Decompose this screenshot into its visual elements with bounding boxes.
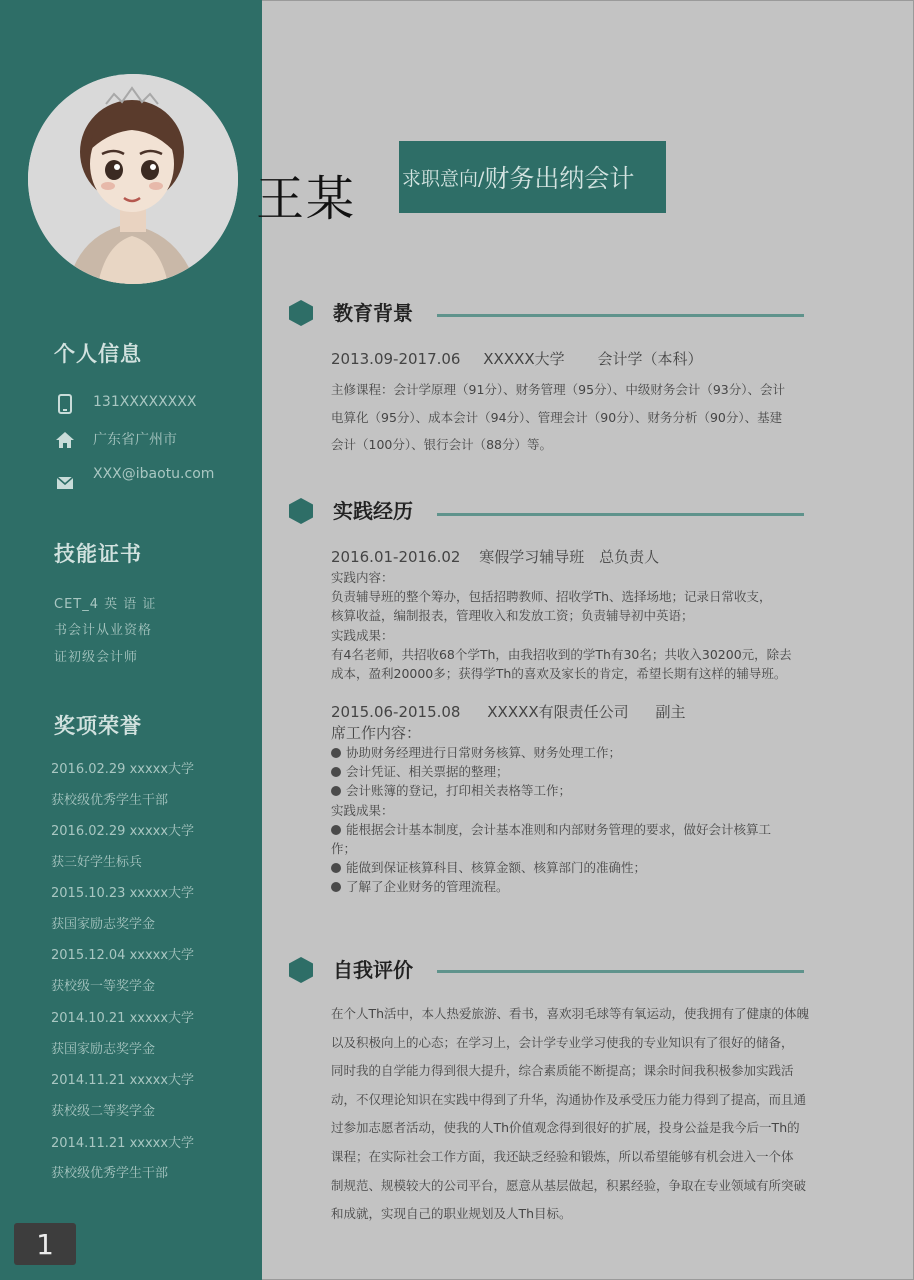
location-row: [54, 429, 76, 451]
detail-text: 能做到保证核算科目、核算金额、核算部门的准确性；: [346, 860, 647, 876]
detail-text: 了解了企业财务的管理流程。: [346, 879, 509, 895]
section-divider: [437, 513, 804, 516]
job-intention-title: 财务出纳会计: [484, 164, 635, 193]
job2-role: 副主: [655, 703, 686, 721]
detail-line: 实践内容：: [331, 570, 394, 585]
hexagon-icon: [289, 957, 313, 983]
bullet-dot: [331, 882, 341, 892]
job1-period: 2016.01-2016.02: [331, 548, 461, 566]
hexagon-icon: [289, 300, 313, 326]
job2-summary: [331, 701, 685, 722]
eval-line: 动，不仅理论知识在实践中得到了升华，沟通协作及承受压力能力得到了提高，而且通: [331, 1091, 807, 1107]
phone-icon: [54, 393, 76, 415]
award-date: 2014.11.21 xxxxx大学: [51, 1073, 195, 1088]
job2-org: XXXXX有限责任公司: [487, 703, 629, 721]
award-title: 获校级优秀学生干部: [51, 1166, 169, 1181]
envelope-icon: [54, 472, 76, 494]
bullet-dot: [331, 748, 341, 758]
detail-text: 能根据会计基本制度，会计基本准则和内部财务管理的要求，做好会计核算工: [346, 821, 772, 837]
detail-bullet: [331, 743, 771, 762]
award-date: 2014.11.21 xxxxx大学: [51, 1136, 195, 1151]
education-major: 会计学（本科）: [597, 350, 703, 368]
award-title: 获校级一等奖学金: [51, 979, 156, 994]
email-text: XXX@ibaotu.com: [93, 466, 215, 482]
detail-bullet: [331, 762, 771, 781]
education-period: 2013.09-2017.06: [331, 350, 461, 368]
bullet-dot: [331, 825, 341, 835]
award-title: 获校级优秀学生干部: [51, 793, 169, 808]
award-title: 获三好学生标兵: [51, 855, 143, 870]
eval-line: 在个人Th活中，本人热爱旅游、看书，喜欢羽毛球等有氧运动，使我拥有了健康的体魄: [331, 1006, 810, 1021]
self-eval-text: [331, 1000, 809, 1229]
detail-bullet: [331, 858, 771, 877]
cert-item: CET_4 英 语 证: [54, 597, 157, 612]
course-line: 电算化（95分）、成本会计（94分）、管理会计（90分）、财务分析（90分）、基建: [331, 409, 783, 425]
eval-line: 同时我的自学能力得到很大提升，综合素质能不断提高；课余时间我积极参加实践活: [331, 1063, 794, 1079]
course-line: 会计（100分）、银行会计（88分）等。: [331, 437, 553, 452]
award-date: 2016.02.29 xxxxx大学: [51, 824, 195, 839]
education-school: XXXXX大学: [483, 350, 565, 368]
avatar: [28, 74, 238, 284]
section-divider: [437, 314, 804, 317]
education-courses: [331, 376, 785, 459]
job1-details: [331, 568, 792, 683]
applicant-name: 王某: [256, 171, 357, 227]
award-date: 2015.12.04 xxxxx大学: [51, 948, 195, 963]
phone-row: [54, 393, 76, 415]
job-intention-banner: [399, 141, 666, 213]
home-icon: [54, 429, 76, 451]
detail-line: 作；: [331, 841, 357, 857]
cert-item: 证初级会计师: [54, 650, 139, 665]
award-date: 2016.02.29 xxxxx大学: [51, 762, 195, 777]
education-heading: 教育背景: [333, 301, 413, 325]
eval-line: 以及积极向上的心态；在学习上，会计学专业学习使我的专业知识有了很好的储备，: [331, 1034, 794, 1050]
detail-bullet: [331, 877, 771, 896]
eval-line: 制规范、规模较大的公司平台，愿意从基层做起，积累经验，争取在专业领域有所突破: [331, 1177, 807, 1193]
job1-summary: [331, 546, 659, 567]
skills-heading: 技能证书: [54, 542, 142, 566]
detail-bullet: [331, 820, 771, 839]
education-summary: [331, 348, 702, 369]
award-date: 2014.10.21 xxxxx大学: [51, 1011, 195, 1026]
eval-line: 和成就，实现自己的职业规划及人Th目标。: [331, 1206, 572, 1222]
detail-line: 实践成果：: [331, 802, 394, 818]
self-eval-section-header: [289, 957, 413, 983]
hexagon-icon: [289, 498, 313, 524]
cartoon-portrait-icon: [28, 74, 238, 284]
job2-role-continued: 席工作内容：: [331, 724, 422, 742]
location-text: 广东省广州市: [93, 432, 177, 448]
detail-bullet: [331, 781, 771, 800]
page-number-badge[interactable]: 1: [14, 1223, 76, 1265]
practice-heading: 实践经历: [333, 499, 413, 523]
eval-line: 过参加志愿者活动，使我的人Th价值观念得到很好的扩展，投身公益是我今后一Th的: [331, 1120, 800, 1136]
detail-text: 会计凭证、相关票据的整理；: [346, 764, 509, 780]
detail-line: 有4名老师，共招收68个学Th，由我招收到的学Th有30名；共收入30200元，除去: [331, 646, 792, 662]
section-divider: [437, 970, 804, 973]
bullet-dot: [331, 767, 341, 777]
job-intention-label: 求职意向/: [402, 167, 485, 190]
sidebar: [0, 0, 262, 1280]
cert-item: 书会计从业资格: [54, 623, 153, 638]
self-eval-heading: 自我评价: [333, 958, 413, 982]
award-title: 获校级二等奖学金: [51, 1104, 156, 1119]
detail-line: 负责辅导班的整个筹办，包括招聘教师、招收学Th、选择场地；记录日常收支，: [331, 589, 772, 605]
award-title: 获国家励志奖学金: [51, 1042, 156, 1057]
bullet-dot: [331, 786, 341, 796]
practice-section-header: [289, 498, 413, 524]
award-date: 2015.10.23 xxxxx大学: [51, 886, 195, 901]
job2-period: 2015.06-2015.08: [331, 703, 461, 721]
detail-line: 成本，盈利20000多；获得学Th的喜欢及家长的肯定，希望长期有这样的辅导班。: [331, 666, 787, 682]
email-row: [54, 472, 76, 494]
bullet-dot: [331, 863, 341, 873]
course-line: 主修课程：会计学原理（91分）、财务管理（95分）、中级财务会计（93分）、会计: [331, 382, 785, 397]
award-title: 获国家励志奖学金: [51, 917, 156, 932]
detail-text: 会计账簿的登记，打印相关表格等工作；: [346, 783, 572, 799]
job1-role: 总负责人: [599, 548, 660, 566]
phone-number: 131XXXXXXXX: [93, 394, 197, 410]
education-section-header: [289, 300, 413, 326]
job1-org: 寒假学习辅导班: [479, 548, 585, 566]
detail-line: 实践成果：: [331, 627, 394, 643]
detail-line: 核算收益，编制报表，管理收入和发放工资；负责辅导初中英语；: [331, 608, 694, 624]
personal-info-heading: 个人信息: [54, 342, 142, 366]
detail-text: 协助财务经理进行日常财务核算、财务处理工作；: [346, 745, 622, 760]
eval-line: 课程；在实际社会工作方面，我还缺乏经验和锻炼，所以希望能够有机会进入一个体: [331, 1148, 794, 1164]
awards-heading: 奖项荣誉: [54, 714, 142, 738]
job2-details: [331, 743, 771, 897]
